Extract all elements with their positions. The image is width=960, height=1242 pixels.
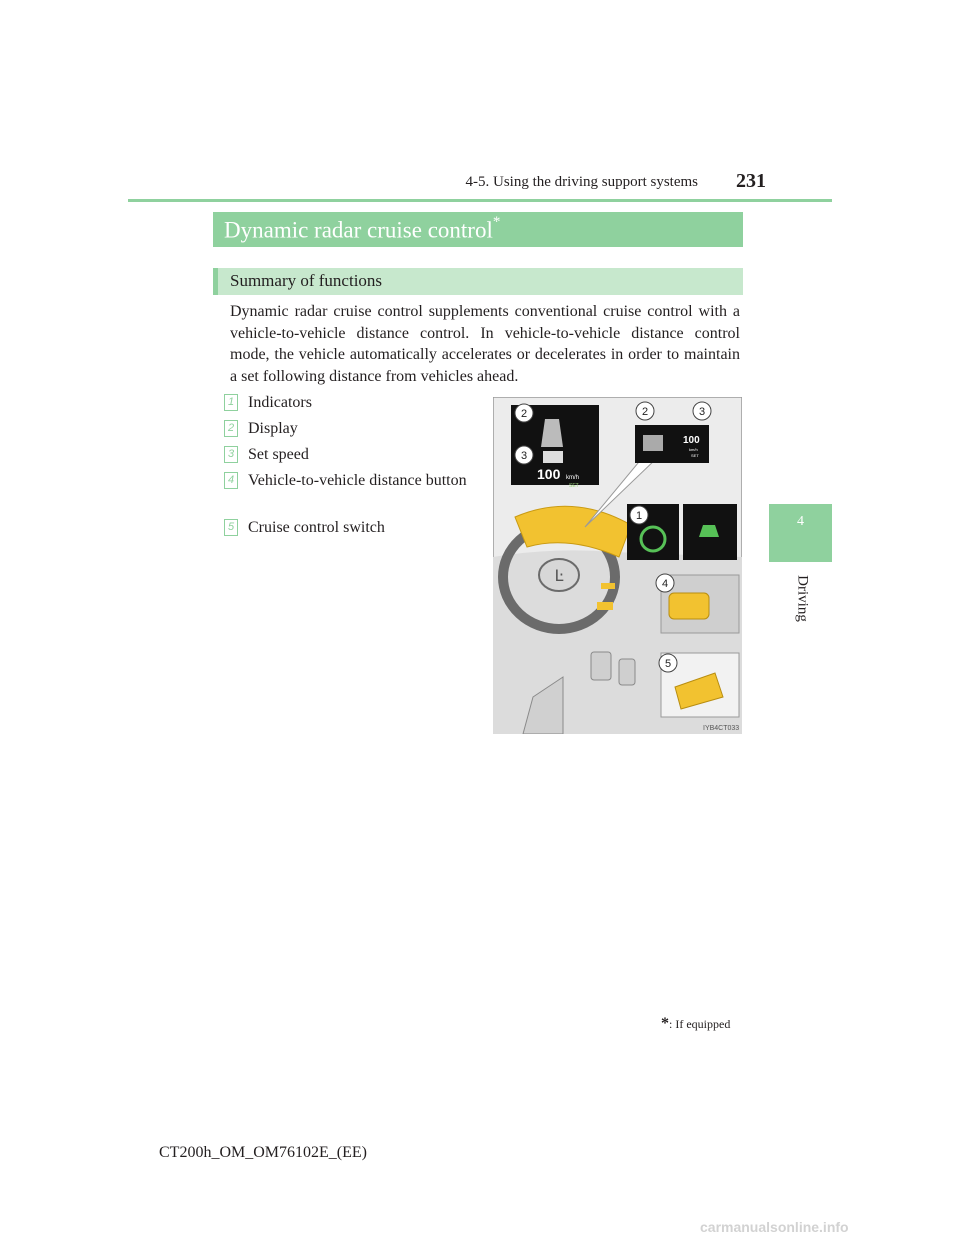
callout-number: 5	[664, 658, 672, 670]
cockpit-illustration	[493, 397, 742, 734]
footnote-asterisk: *	[661, 1015, 669, 1032]
intro-paragraph: Dynamic radar cruise control supplements conventional cruise control with a vehicle-to-vehicle distance control. In vehicle-to-vehicle distance control mode, the vehicle automatically accelerates or decelerates in order to maintain a set following distance from vehicles ahead.	[230, 303, 740, 385]
legend-number: 5	[224, 519, 238, 536]
page-number: 231	[736, 170, 766, 192]
distance-button-icon	[669, 593, 709, 619]
display-set-label: SET	[569, 483, 579, 489]
chapter-tab	[769, 504, 832, 562]
page-title-text: Dynamic radar cruise control	[224, 217, 493, 243]
display-right-speed-value: 100	[683, 435, 700, 446]
callout-number: 4	[661, 578, 669, 590]
footnote-text: : If equipped	[669, 1017, 731, 1031]
section-subtitle: Summary of functions	[230, 271, 383, 290]
subtitle-accent	[213, 268, 218, 295]
document-code: CT200h_OM_OM76102E_(EE)	[159, 1144, 367, 1161]
legend-text: Set speed	[248, 446, 309, 463]
legend-text: Vehicle-to-vehicle distance button	[248, 472, 467, 489]
callout-number: 1	[635, 510, 643, 522]
legend-text: Display	[248, 420, 298, 437]
legend-number: 4	[224, 472, 238, 489]
footnote	[661, 1015, 730, 1033]
distance-button-highlight	[601, 583, 615, 589]
legend-number: 3	[224, 446, 238, 463]
display-right-speed-unit: km/h	[689, 447, 698, 452]
callout-number: 3	[520, 450, 528, 462]
display-right-car-icon	[643, 435, 663, 451]
callout-number: 2	[641, 406, 649, 418]
display-speed-unit: km/h	[566, 475, 580, 481]
display-right-set-label: SET	[691, 453, 699, 458]
cruise-switch-highlight	[597, 602, 613, 610]
legend-text: Cruise control switch	[248, 519, 385, 536]
watermark: carmanualsonline.info	[700, 1219, 849, 1235]
title-asterisk: *	[492, 214, 501, 230]
callout-number: 3	[698, 406, 706, 418]
pedal-brake	[591, 652, 611, 680]
legend-number: 2	[224, 420, 238, 437]
page-title	[224, 214, 501, 244]
display-car-icon	[543, 451, 563, 463]
header-rule	[128, 199, 832, 202]
chapter-tab-number: 4	[797, 514, 804, 529]
callout-number: 2	[520, 408, 528, 420]
section-header: 4-5. Using the driving support systems	[465, 174, 698, 190]
display-speed-value: 100	[537, 466, 561, 482]
legend-number: 1	[224, 394, 238, 411]
pedal-accelerator	[619, 659, 635, 685]
illustration-code: IYB4CT033	[703, 725, 740, 732]
lexus-logo-icon: Ŀ	[554, 566, 564, 585]
chapter-tab-label: Driving	[794, 575, 811, 622]
legend-text: Indicators	[248, 394, 312, 411]
